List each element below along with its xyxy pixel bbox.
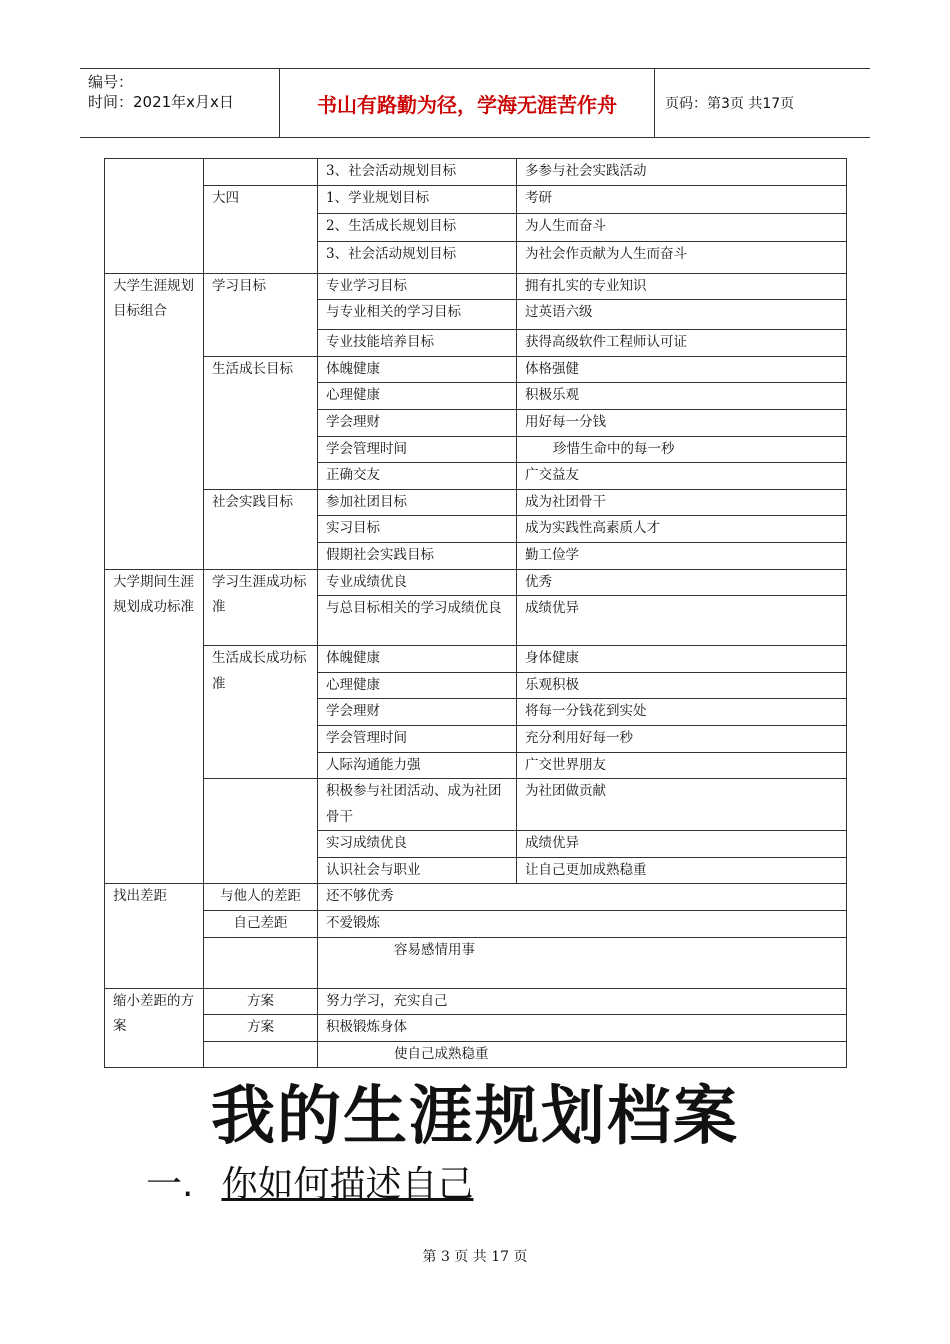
value-cell: 身体健康 [517, 646, 847, 673]
item-cell: 正确交友 [318, 463, 517, 490]
item-cell: 参加社团目标 [318, 489, 517, 516]
value-cell: 让自己更加成熟稳重 [517, 857, 847, 884]
page-header [80, 68, 870, 138]
value-cell: 为社会作贡献为人生而奋斗 [517, 241, 847, 273]
item-cell: 与总目标相关的学习成绩优良 [318, 596, 517, 646]
group-find-gap: 找出差距 [105, 884, 204, 988]
item-cell: 2、生活成长规划目标 [318, 213, 517, 241]
value-cell: 成为社团骨干 [517, 489, 847, 516]
group-success-standards: 大学期间生涯规划成功标准 [105, 569, 204, 884]
value-cell: 考研 [517, 185, 847, 213]
page-title: 我的生涯规划档案 [211, 1080, 739, 1154]
value-cell: 积极乐观 [517, 383, 847, 410]
value-cell: 乐观积极 [517, 672, 847, 699]
plan-value: 积极锻炼身体 [318, 1015, 847, 1042]
item-cell: 实习目标 [318, 516, 517, 543]
header-page-info: 页码：第3页 共17页 [665, 96, 795, 112]
category-social-success [204, 779, 318, 884]
plan-extra-label [204, 1041, 318, 1068]
gap-self-value: 不爱锻炼 [318, 911, 847, 938]
value-cell: 勤工俭学 [517, 542, 847, 569]
group-narrow-gap-plan: 缩小差距的方案 [105, 988, 204, 1068]
item-cell: 与专业相关的学习目标 [318, 300, 517, 330]
table-row [105, 884, 847, 911]
table-row [105, 988, 847, 1015]
item-cell: 认识社会与职业 [318, 857, 517, 884]
gap-extra-label [204, 937, 318, 988]
value-cell: 优秀 [517, 569, 847, 596]
value-cell: 将每一分钱花到实处 [517, 699, 847, 726]
value-cell: 广交益友 [517, 463, 847, 490]
group-goal-combination: 大学生涯规划目标组合 [105, 273, 204, 569]
section-heading-text: 你如何描述自己 [221, 1164, 474, 1205]
item-cell: 学会理财 [318, 409, 517, 436]
plan-value: 努力学习，充实自己 [318, 988, 847, 1015]
table-row [105, 273, 847, 300]
header-motto: 书山有路勤为径，学海无涯苦作舟 [280, 69, 655, 137]
table-row [105, 569, 847, 596]
time-label: 时间：2021年x月x日 [88, 93, 234, 111]
number-label: 编号： [88, 73, 134, 91]
career-plan-table [104, 158, 847, 1068]
group-cell-continued [105, 159, 204, 274]
value-cell: 成绩优异 [517, 596, 847, 646]
value-cell: 为人生而奋斗 [517, 213, 847, 241]
item-cell: 专业成绩优良 [318, 569, 517, 596]
item-cell: 专业学习目标 [318, 273, 517, 300]
section-heading [146, 1160, 473, 1210]
gap-extra-value: 容易感情用事 [318, 937, 847, 988]
gap-self-label: 自己差距 [204, 911, 318, 938]
category-life-goals: 生活成长目标 [204, 356, 318, 489]
category-life-success: 生活成长成功标准 [204, 646, 318, 779]
page-footer: 第 3 页 共 17 页 [422, 1249, 528, 1265]
item-cell: 体魄健康 [318, 646, 517, 673]
value-cell: 广交世界朋友 [517, 752, 847, 779]
plan-extra-value: 使自己成熟稳重 [318, 1041, 847, 1068]
value-cell: 为社团做贡献 [517, 779, 847, 831]
table-row [105, 489, 847, 516]
table-row [105, 911, 847, 938]
item-cell: 学会理财 [318, 699, 517, 726]
item-cell: 体魄健康 [318, 356, 517, 383]
value-cell: 获得高级软件工程师认可证 [517, 330, 847, 357]
plan-label: 方案 [204, 988, 318, 1015]
gap-others-value: 还不够优秀 [318, 884, 847, 911]
table-row [105, 646, 847, 673]
value-cell: 体格强健 [517, 356, 847, 383]
item-cell: 3、社会活动规划目标 [318, 241, 517, 273]
stage-cell-continued [204, 159, 318, 186]
table-row [105, 779, 847, 831]
item-cell: 3、社会活动规划目标 [318, 159, 517, 186]
section-number: 一. [146, 1164, 194, 1205]
table-row [105, 356, 847, 383]
table-row [105, 159, 847, 186]
item-cell: 心理健康 [318, 383, 517, 410]
category-study-goals: 学习目标 [204, 273, 318, 356]
header-meta [80, 69, 280, 137]
value-cell: 珍惜生命中的每一秒 [517, 436, 847, 463]
table-row [105, 1015, 847, 1042]
category-study-success: 学习生涯成功标准 [204, 569, 318, 646]
item-cell: 学会管理时间 [318, 725, 517, 752]
category-social-goals: 社会实践目标 [204, 489, 318, 569]
gap-others-label: 与他人的差距 [204, 884, 318, 911]
item-cell: 假期社会实践目标 [318, 542, 517, 569]
table-row [105, 1041, 847, 1068]
value-cell: 拥有扎实的专业知识 [517, 273, 847, 300]
stage-senior-year: 大四 [204, 185, 318, 273]
item-cell: 专业技能培养目标 [318, 330, 517, 357]
plan-label: 方案 [204, 1015, 318, 1042]
item-cell: 心理健康 [318, 672, 517, 699]
value-cell: 成为实践性高素质人才 [517, 516, 847, 543]
value-cell: 成绩优异 [517, 831, 847, 858]
item-cell: 人际沟通能力强 [318, 752, 517, 779]
value-cell: 用好每一分钱 [517, 409, 847, 436]
item-cell: 积极参与社团活动、成为社团骨干 [318, 779, 517, 831]
value-cell: 过英语六级 [517, 300, 847, 330]
table-row [105, 937, 847, 988]
table-row [105, 185, 847, 213]
value-cell: 充分利用好每一秒 [517, 725, 847, 752]
item-cell: 学会管理时间 [318, 436, 517, 463]
value-cell: 多参与社会实践活动 [517, 159, 847, 186]
item-cell: 1、学业规划目标 [318, 185, 517, 213]
item-cell: 实习成绩优良 [318, 831, 517, 858]
